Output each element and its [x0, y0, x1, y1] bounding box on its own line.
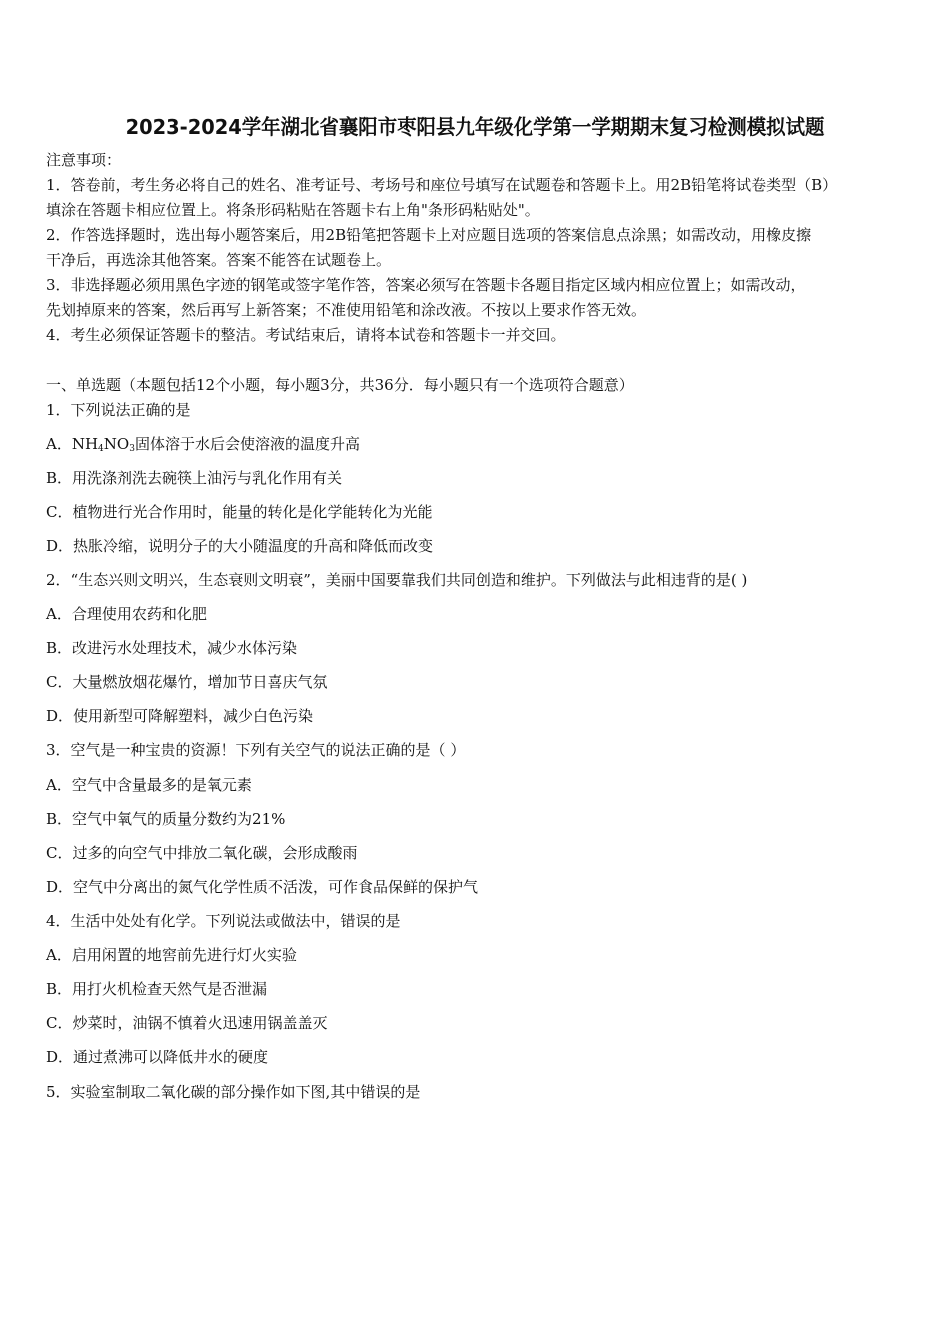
- notice-line-7: 4．考生必须保证答题卡的整洁。考试结束后，请将本试卷和答题卡一并交回。: [46, 326, 566, 344]
- notice-heading: 注意事项：: [46, 151, 122, 169]
- notice-line-2: 填涂在答题卡相应位置上。将条形码粘贴在答题卡右上角"条形码粘贴处"。: [46, 201, 540, 219]
- question-1-stem: 1．下列说法正确的是: [46, 401, 191, 419]
- question-4-option-d: D．通过煮沸可以降低井水的硬度: [46, 1048, 269, 1066]
- q1-a-suffix: 固体溶于水后会使溶液的温度升高: [134, 435, 360, 453]
- question-1-option-a: [46, 434, 360, 459]
- q1-a-sub1: 4: [98, 444, 104, 454]
- notice-line-3: 2．作答选择题时，选出每小题答案后，用2B铅笔把答题卡上对应题目选项的答案信息点涂黑；如需改动，用橡皮擦: [46, 226, 812, 244]
- question-4-option-c: C．炒菜时，油锅不慎着火迅速用锅盖盖灭: [46, 1014, 328, 1032]
- question-3-option-b: B．空气中氧气的质量分数约为21%: [46, 810, 286, 828]
- q1-a-prefix: A．NH: [46, 435, 99, 453]
- question-1-option-d: D．热胀冷缩，说明分子的大小随温度的升高和降低而改变: [46, 537, 434, 555]
- notice-line-5: 3．非选择题必须用黑色字迹的钢笔或签字笔作答，答案必须写在答题卡各题目指定区域内相应位置上；如需改动，: [46, 276, 806, 294]
- question-4-option-a: A．启用闲置的地窖前先进行灯火实验: [46, 946, 297, 964]
- question-3-option-d: D．空气中分离出的氮气化学性质不活泼，可作食品保鲜的保护气: [46, 878, 479, 896]
- question-1-option-b: B．用洗涤剂洗去碗筷上油污与乳化作用有关: [46, 469, 343, 487]
- question-2-option-c: C．大量燃放烟花爆竹，增加节日喜庆气氛: [46, 673, 328, 691]
- question-3-option-c: C．过多的向空气中排放二氧化碳，会形成酸雨: [46, 844, 358, 862]
- notice-line-6: 先划掉原来的答案，然后再写上新答案；不准使用铅笔和涂改液。不按以上要求作答无效。: [46, 301, 647, 319]
- question-4-stem: 4．生活中处处有化学。下列说法或做法中，错误的是: [46, 912, 401, 930]
- q1-a-mid: NO: [103, 435, 130, 453]
- notice-line-1: 1．答卷前，考生务必将自己的姓名、准考证号、考场号和座位号填写在试题卷和答题卡上。用2B铅笔将试卷类型（B）: [46, 176, 838, 194]
- question-3-stem: 3．空气是一种宝贵的资源！下列有关空气的说法正确的是（ ）: [46, 741, 466, 759]
- question-4-option-b: B．用打火机检查天然气是否泄漏: [46, 980, 268, 998]
- question-2-option-a: A．合理使用农药和化肥: [46, 605, 207, 623]
- question-2-option-d: D．使用新型可降解塑料，减少白色污染: [46, 707, 314, 725]
- question-5-stem: 5．实验室制取二氧化碳的部分操作如下图,其中错误的是: [46, 1083, 421, 1101]
- section-heading: 一、单选题（本题包括12个小题，每小题3分，共36分．每小题只有一个选项符合题意）: [46, 376, 634, 394]
- notice-line-4: 干净后，再选涂其他答案。答案不能答在试题卷上。: [46, 251, 392, 269]
- question-2-option-b: B．改进污水处理技术，减少水体污染: [46, 639, 298, 657]
- question-3-option-a: A．空气中含量最多的是氧元素: [46, 776, 252, 794]
- page-title: 2023-2024学年湖北省襄阳市枣阳县九年级化学第一学期期末复习检测模拟试题: [125, 115, 825, 139]
- q1-a-sub2: 3: [129, 444, 135, 454]
- question-2-stem: 2．“生态兴则文明兴，生态衰则文明衰”，美丽中国要靠我们共同创造和维护。下列做法与此相违背的是( ): [46, 571, 748, 589]
- question-1-option-c: C．植物进行光合作用时，能量的转化是化学能转化为光能: [46, 503, 433, 521]
